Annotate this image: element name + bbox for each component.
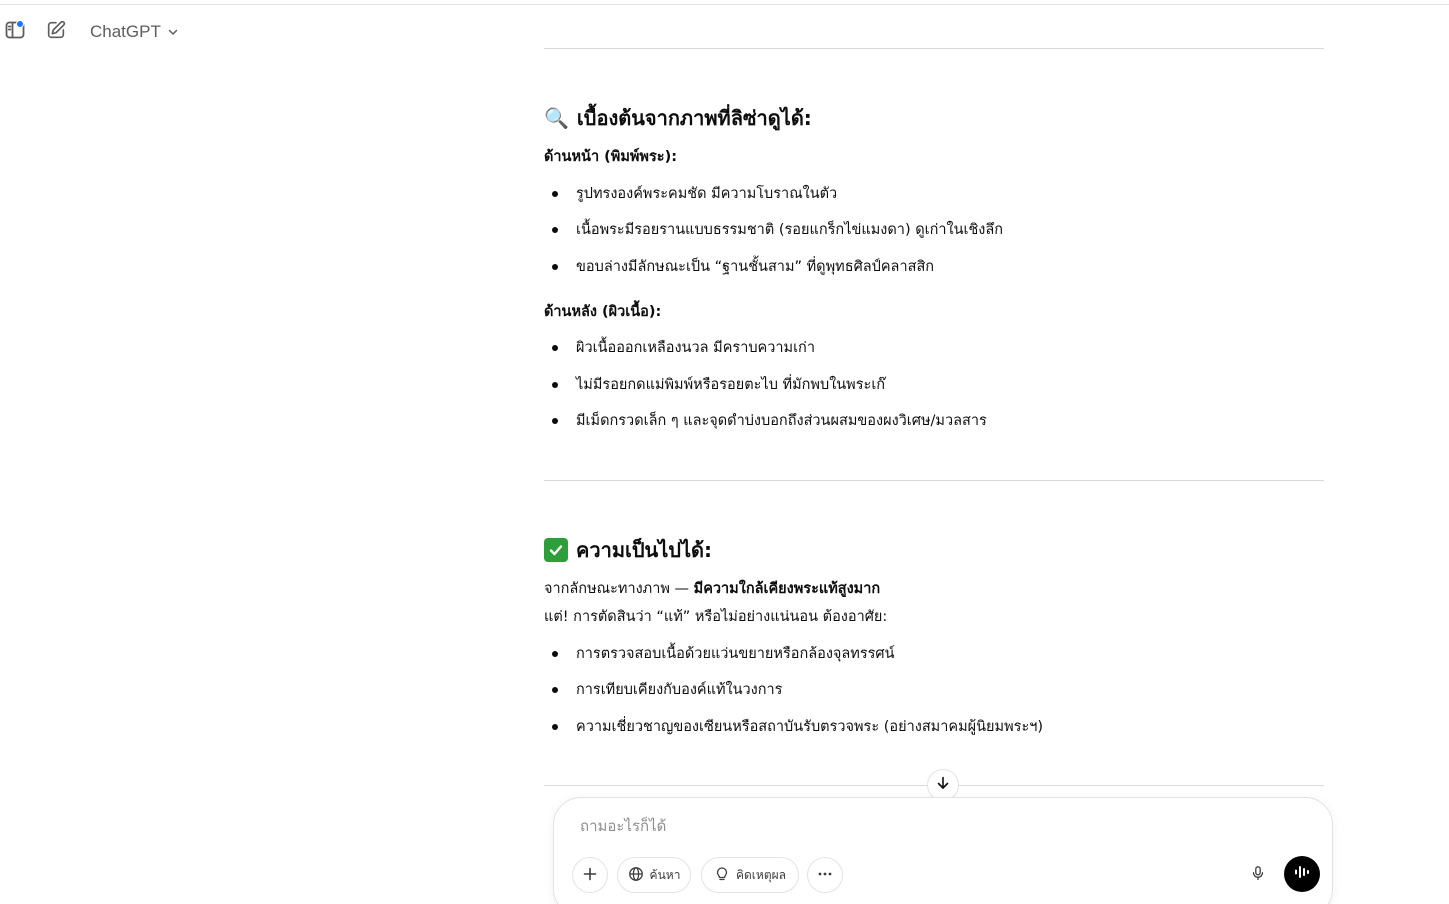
- notification-dot: [16, 20, 24, 28]
- back-heading: ด้านหลัง (ผิวเนื้อ):: [544, 304, 662, 320]
- list-item: ผิวเนื้อออกเหลืองนวล มีคราบความเก่า: [544, 336, 815, 359]
- sidebar-toggle-button[interactable]: [0, 14, 33, 50]
- summary-line: จากลักษณะทางภาพ — มีความใกล้เคียงพระแท้สูงมาก: [544, 581, 881, 597]
- voice-mode-button[interactable]: [1284, 856, 1320, 892]
- search-label: ค้นหา: [649, 867, 681, 882]
- bullet: [552, 651, 558, 657]
- add-attachment-button[interactable]: [572, 857, 608, 893]
- bullet: [552, 382, 558, 388]
- list-item: มีเม็ดกรวดเล็ก ๆ และจุดดำบ่งบอกถึงส่วนผสมของผงวิเศษ/มวลสาร: [544, 409, 987, 432]
- reason-label: คิดเหตุผล: [735, 867, 786, 882]
- voice-waveform-icon: [1293, 863, 1311, 885]
- list-item: ไม่มีรอยกดแม่พิมพ์หรือรอยตะไบ ที่มักพบในพระเก๊: [544, 373, 885, 396]
- dictate-button[interactable]: [1240, 859, 1276, 891]
- reason-button[interactable]: [701, 857, 799, 893]
- ellipsis-icon: [817, 866, 833, 885]
- front-heading: ด้านหน้า (พิมพ์พระ):: [544, 149, 677, 165]
- plus-icon: [582, 866, 598, 885]
- bullet: [552, 227, 558, 233]
- message-composer: [553, 797, 1333, 904]
- globe-icon: [628, 866, 644, 885]
- divider: [544, 48, 1324, 49]
- bullet: [552, 418, 558, 424]
- model-selector[interactable]: [84, 16, 185, 48]
- list-item: การเทียบเคียงกับองค์แท้ในวงการ: [544, 678, 782, 701]
- prompt-input[interactable]: [580, 814, 1240, 838]
- section-title: เบื้องต้นจากภาพที่ลิซ่าดูได้:: [576, 106, 812, 130]
- magnifier-emoji-icon: 🔍: [544, 106, 569, 130]
- list-item: รูปทรงองค์พระคมชัด มีความโบราณในตัว: [544, 182, 837, 205]
- divider: [544, 480, 1324, 481]
- list-item: เนื้อพระมีรอยรานแบบธรรมชาติ (รอยแกร็กไข่แมงดา) ดูเก่าในเชิงลึก: [544, 218, 1003, 241]
- check-mark-icon: [544, 538, 568, 562]
- bullet: [552, 724, 558, 730]
- bullet: [552, 687, 558, 693]
- bullet: [552, 191, 558, 197]
- list-item: การตรวจสอบเนื้อด้วยแว่นขยายหรือกล้องจุลทรรศน์: [544, 642, 895, 665]
- compose-icon: [45, 19, 67, 45]
- section-title: ความเป็นไปได้:: [576, 538, 713, 562]
- microphone-icon: [1250, 865, 1266, 885]
- section-heading-possibility: [544, 534, 712, 566]
- caveat-line: แต่! การตัดสินว่า “แท้” หรือไม่อย่างแน่นอน ต้องอาศัย:: [544, 609, 888, 625]
- new-chat-button[interactable]: [38, 14, 74, 50]
- bullet: [552, 345, 558, 351]
- list-item: ความเชี่ยวชาญของเซียนหรือสถาบันรับตรวจพระ (อย่างสมาคมผู้นิยมพระฯ): [544, 715, 1043, 738]
- arrow-down-icon: [935, 775, 951, 795]
- section-heading-observations: [544, 102, 812, 134]
- highlight-text: มีความใกล้เคียงพระแท้สูงมาก: [693, 581, 881, 597]
- model-name: ChatGPT: [90, 22, 161, 41]
- search-button[interactable]: [617, 857, 691, 893]
- more-tools-button[interactable]: [807, 857, 843, 893]
- top-divider: [0, 4, 1449, 5]
- list-item: ขอบล่างมีลักษณะเป็น “ฐานชั้นสาม” ที่ดูพุทธศิลป์คลาสสิก: [544, 255, 934, 278]
- chevron-down-icon: [167, 23, 179, 42]
- bullet: [552, 264, 558, 270]
- lightbulb-icon: [714, 866, 730, 885]
